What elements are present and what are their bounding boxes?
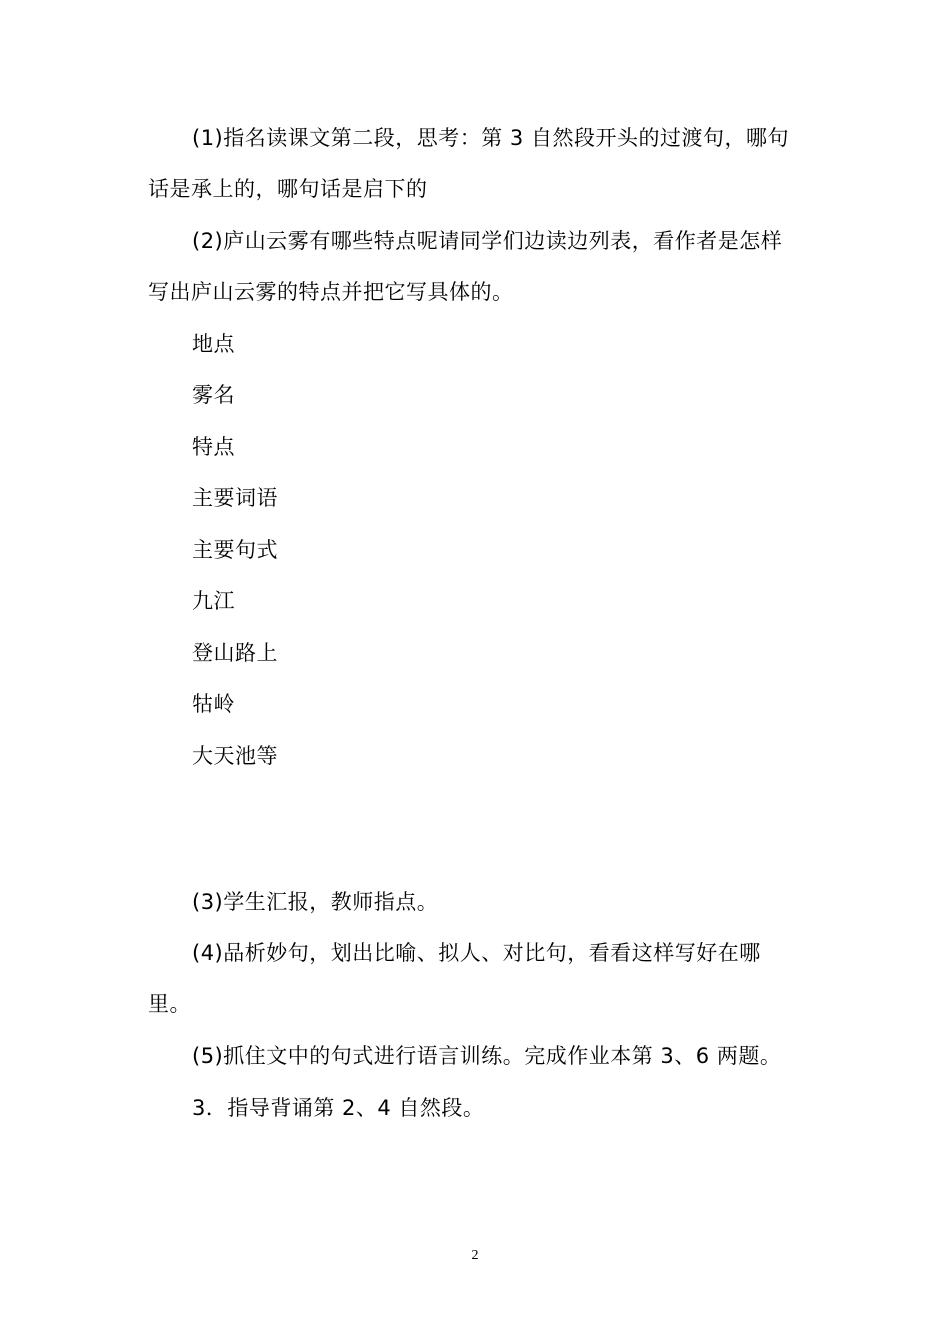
table-item-guling: 牯岭 — [192, 692, 235, 716]
table-item-main-sentences: 主要句式 — [192, 538, 278, 562]
table-item-features: 特点 — [192, 435, 235, 459]
table-item-mountain-road: 登山路上 — [192, 641, 278, 665]
table-item-fog-name: 雾名 — [192, 383, 235, 407]
step-3: 3．指导背诵第 2、4 自然段。 — [192, 1096, 485, 1120]
question-1-line-1: (1)指名读课文第二段，思考：第 3 自然段开头的过渡句，哪句 — [192, 126, 789, 150]
question-1-line-2: 话是承上的，哪句话是启下的 — [148, 177, 428, 201]
question-4-line-1: (4)品析妙句，划出比喻、拟人、对比句，看看这样写好在哪 — [192, 941, 761, 965]
question-2-line-2: 写出庐山云雾的特点并把它写具体的。 — [148, 280, 514, 304]
table-item-datianchi: 大天池等 — [192, 744, 278, 768]
page-number: 2 — [471, 1248, 479, 1263]
question-2-line-1: (2)庐山云雾有哪些特点呢请同学们边读边列表，看作者是怎样 — [192, 229, 783, 253]
question-4-line-2: 里。 — [148, 992, 191, 1016]
table-item-main-words: 主要词语 — [192, 486, 278, 510]
table-item-jiujiang: 九江 — [192, 589, 235, 613]
question-3: (3)学生汇报，教师指点。 — [192, 890, 439, 914]
question-5: (5)抓住文中的句式进行语言训练。完成作业本第 3、6 两题。 — [192, 1044, 782, 1068]
table-item-location: 地点 — [192, 332, 235, 356]
